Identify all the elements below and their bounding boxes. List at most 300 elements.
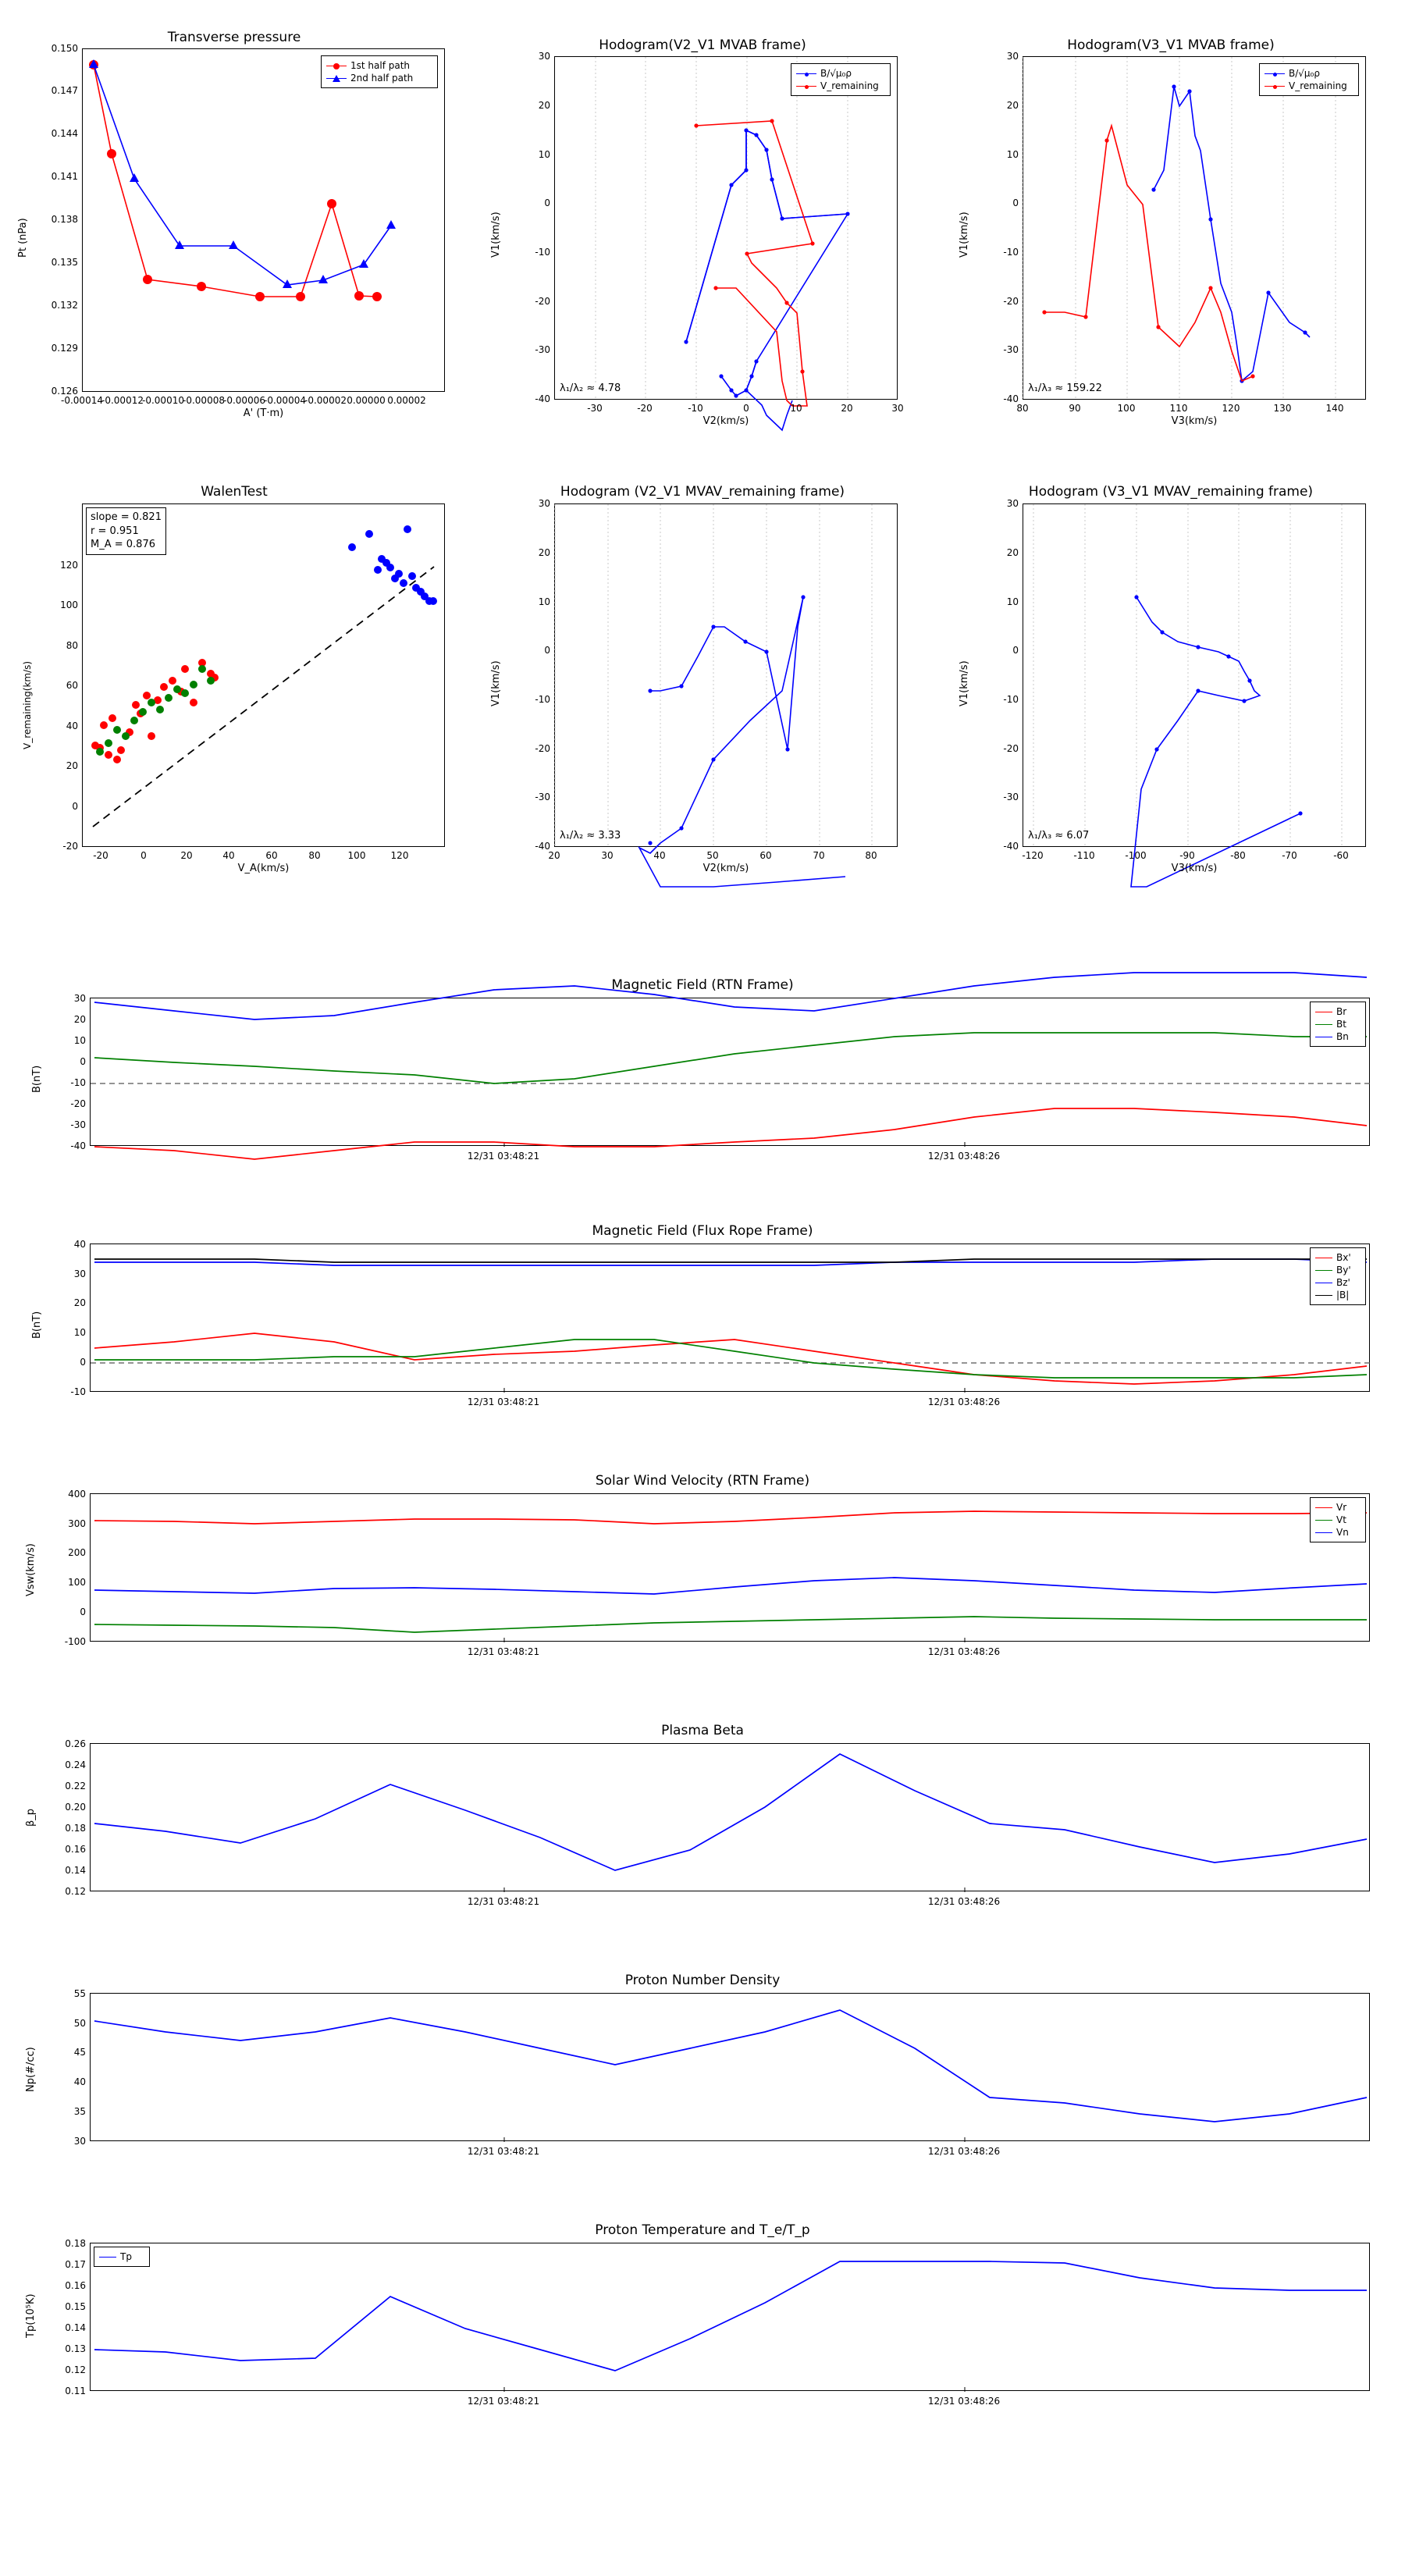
- xtick: 12/31 03:48:26: [927, 1646, 1001, 1657]
- xtick: 12/31 03:48:26: [927, 1896, 1001, 1907]
- plot-area: [90, 1244, 1370, 1392]
- ytick: 0: [80, 1606, 86, 1617]
- stat-r: r = 0.951: [91, 525, 139, 537]
- xtick: 90: [1069, 403, 1081, 414]
- plot-area: [90, 998, 1370, 1146]
- ylabel: Pt (nPa): [17, 218, 29, 258]
- ytick: 120: [60, 560, 78, 571]
- xtick: -60: [1333, 850, 1349, 861]
- plot-area: [554, 56, 898, 400]
- ytick: 40: [73, 1239, 86, 1250]
- ytick: 400: [68, 1489, 86, 1500]
- ytick: 0: [544, 645, 550, 656]
- ylabel: V1(km/s): [959, 212, 970, 258]
- ytick: 0.12: [65, 1886, 86, 1897]
- legend-item-by: [1315, 1264, 1361, 1276]
- ytick: 0.129: [51, 343, 78, 354]
- legend: [791, 63, 891, 96]
- xtick: 12/31 03:48:21: [467, 2396, 540, 2407]
- ytick: 0.13: [65, 2343, 86, 2354]
- ylabel: Vsw(km/s): [25, 1543, 37, 1596]
- ytick: 0.15: [65, 2301, 86, 2312]
- ytick: 80: [66, 640, 78, 651]
- ytick: -40: [70, 1140, 86, 1151]
- series-bt: [94, 1033, 1367, 1083]
- panel-title: Proton Temperature and T_e/T_p: [595, 2222, 810, 2238]
- ytick: 0.135: [51, 257, 78, 268]
- legend-item-1: [326, 72, 432, 84]
- xtick: -20: [637, 403, 653, 414]
- panel-plasma-beta: [0, 1713, 1405, 1920]
- ytick: 200: [68, 1547, 86, 1558]
- legend-label: 2nd half path: [350, 73, 414, 84]
- xtick: 60: [759, 850, 772, 861]
- legend-line-red: [796, 86, 816, 87]
- xtick: -0.00012: [101, 395, 144, 406]
- ylabel: Np(#/cc): [25, 2047, 37, 2092]
- plot-area: [90, 2243, 1370, 2391]
- xlabel: V_A(km/s): [237, 863, 290, 874]
- legend-marker-dot: [1273, 85, 1277, 89]
- xtick: -20: [93, 850, 108, 861]
- ytick: 40: [73, 2076, 86, 2087]
- plot-svg: [83, 49, 446, 393]
- series-vt: [94, 1617, 1367, 1632]
- xtick: 30: [601, 850, 614, 861]
- xtick: -80: [1230, 850, 1246, 861]
- legend-item-br: [1315, 1005, 1361, 1018]
- legend-label: Bx': [1336, 1252, 1351, 1263]
- ytick: 0: [72, 801, 78, 812]
- ylabel: Tp(10⁵K): [25, 2293, 37, 2338]
- plot-svg: [91, 2243, 1371, 2392]
- legend: [1310, 1002, 1366, 1047]
- legend-item-0: [326, 59, 432, 72]
- xtick: -120: [1022, 850, 1044, 861]
- ytick: 0.24: [65, 1759, 86, 1770]
- series-proton-density: [94, 2010, 1367, 2122]
- xtick: 20: [548, 850, 560, 861]
- ytick: 0.141: [51, 171, 78, 182]
- ytick: 0.147: [51, 85, 78, 96]
- xtick: 12/31 03:48:21: [467, 1896, 540, 1907]
- legend: [1310, 1247, 1366, 1305]
- stat-ma: M_A = 0.876: [91, 539, 155, 551]
- legend-label: |B|: [1336, 1290, 1350, 1300]
- plot-svg: [91, 998, 1371, 1147]
- panel-hodogram-v2v1-mvab: [468, 8, 937, 429]
- ytick: -10: [535, 247, 550, 258]
- ytick: -20: [62, 841, 78, 852]
- series-plasma-beta: [94, 1754, 1367, 1870]
- xtick: 0: [743, 403, 749, 414]
- ylabel: V1(km/s): [490, 212, 502, 258]
- legend-item-bmag: [1315, 1289, 1361, 1301]
- panel-title: WalenTest: [201, 484, 268, 500]
- xtick: -0.00008: [183, 395, 225, 406]
- xtick: 0: [140, 850, 147, 861]
- plot-svg: [91, 1994, 1371, 2142]
- panel-solar-wind-velocity: [0, 1464, 1405, 1670]
- xtick: 30: [891, 403, 904, 414]
- panel-walen-test: [0, 461, 468, 882]
- xtick: 110: [1169, 403, 1188, 414]
- ytick: 20: [73, 1014, 86, 1025]
- xtick: -0.00004: [264, 395, 306, 406]
- xlabel: V2(km/s): [702, 415, 749, 427]
- xtick: 140: [1325, 403, 1344, 414]
- ytick: 0.18: [65, 2238, 86, 2249]
- legend-line-blue: [326, 78, 347, 79]
- ylabel: V_remaining(km/s): [22, 660, 33, 749]
- legend-marker-triangle: [333, 75, 340, 82]
- ytick: 0.12: [65, 2364, 86, 2375]
- plot-area: [82, 503, 445, 847]
- ytick: 10: [1006, 596, 1019, 607]
- panel-title: Transverse pressure: [167, 30, 301, 45]
- ytick: 0.16: [65, 1844, 86, 1855]
- ytick: 0.16: [65, 2280, 86, 2291]
- legend-item-bn: [1315, 1030, 1361, 1043]
- xtick: 120: [390, 850, 409, 861]
- xtick: 80: [1016, 403, 1029, 414]
- xlabel: V3(km/s): [1171, 415, 1218, 427]
- legend-label: Bt: [1336, 1019, 1346, 1030]
- ytick: 20: [538, 547, 550, 558]
- eigenvalue-ratio-annotation: λ₁/λ₃ ≈ 159.22: [1028, 382, 1102, 394]
- xtick: -0.00006: [223, 395, 265, 406]
- xtick: 80: [865, 850, 877, 861]
- xlabel: V3(km/s): [1171, 863, 1218, 874]
- ytick: 20: [1006, 547, 1019, 558]
- ytick: -10: [70, 1386, 86, 1397]
- ylabel: V1(km/s): [959, 660, 970, 706]
- panel-title: Magnetic Field (Flux Rope Frame): [592, 1223, 813, 1239]
- xtick: 12/31 03:48:21: [467, 1151, 540, 1162]
- plot-area: [90, 1993, 1370, 2141]
- xtick: 12/31 03:48:26: [927, 2146, 1001, 2157]
- ytick: 30: [73, 1268, 86, 1279]
- panel-proton-number-density: [0, 1963, 1405, 2170]
- ytick: 0.138: [51, 214, 78, 225]
- legend-line-by: [1315, 1270, 1332, 1271]
- legend-item-vn: [1315, 1526, 1361, 1539]
- xtick: -70: [1282, 850, 1297, 861]
- legend: [1310, 1497, 1366, 1542]
- series-v-remaining: [696, 121, 813, 406]
- plot-area: [1023, 503, 1366, 847]
- legend-line-bt: [1315, 1024, 1332, 1025]
- series-proton-temperature: [94, 2261, 1367, 2371]
- plot-area: [90, 1743, 1370, 1891]
- legend-label: B/√μ₀ρ: [820, 68, 852, 79]
- series-br: [94, 1108, 1367, 1159]
- legend: [1259, 63, 1359, 96]
- xtick: -0.00002: [304, 395, 347, 406]
- legend-line-blue: [1264, 73, 1285, 74]
- ytick: 0: [80, 1056, 86, 1067]
- ytick: 0.14: [65, 1865, 86, 1876]
- ytick: 300: [68, 1518, 86, 1529]
- ytick: 0.17: [65, 2259, 86, 2270]
- legend-line-red: [1264, 86, 1285, 87]
- ytick: 0: [1012, 197, 1019, 208]
- eigenvalue-ratio-annotation: λ₁/λ₃ ≈ 6.07: [1028, 830, 1090, 841]
- ytick: 10: [538, 149, 550, 160]
- xtick: 50: [706, 850, 719, 861]
- series-markers: [1134, 595, 1302, 815]
- panel-magnetic-field-rtn: [0, 968, 1405, 1175]
- xtick: 120: [1222, 403, 1240, 414]
- ytick: -30: [535, 344, 550, 355]
- xtick: 0.00000: [347, 395, 386, 406]
- plot-svg: [1023, 57, 1367, 400]
- xtick: -100: [1125, 850, 1147, 861]
- legend-line-vt: [1315, 1520, 1332, 1521]
- series-b-alfven: [686, 130, 848, 430]
- legend-label: Tp: [120, 2251, 132, 2262]
- series-b-alfven-b: [721, 361, 756, 396]
- xtick: 12/31 03:48:26: [927, 1397, 1001, 1407]
- xtick: -0.00014: [61, 395, 103, 406]
- ytick: 40: [66, 720, 78, 731]
- legend-marker-circle: [333, 63, 340, 69]
- legend-line-tp: [99, 2257, 116, 2258]
- ytick: -20: [1003, 743, 1019, 754]
- legend-label: V_remaining: [1289, 80, 1347, 91]
- legend-item-0: [1264, 67, 1353, 80]
- plot-svg: [91, 1244, 1371, 1393]
- legend-line-bmag: [1315, 1295, 1332, 1296]
- xtick: -10: [688, 403, 703, 414]
- ytick: 0: [1012, 645, 1019, 656]
- legend-label: B/√μ₀ρ: [1289, 68, 1320, 79]
- eigenvalue-ratio-annotation: λ₁/λ₂ ≈ 3.33: [560, 830, 621, 841]
- panel-proton-temperature: [0, 2213, 1405, 2432]
- xlabel: A' (T·m): [243, 407, 284, 419]
- panel-title: Plasma Beta: [661, 1723, 744, 1738]
- ytick: 0: [544, 197, 550, 208]
- legend-item-bz: [1315, 1276, 1361, 1289]
- ytick: 0.150: [51, 43, 78, 54]
- plot-area: [90, 1493, 1370, 1642]
- xtick: 0.00002: [387, 395, 426, 406]
- xtick: 12/31 03:48:26: [927, 1151, 1001, 1162]
- xlabel: V2(km/s): [702, 863, 749, 874]
- legend-line-blue: [796, 73, 816, 74]
- plot-area: [82, 48, 445, 392]
- ytick: 100: [68, 1577, 86, 1588]
- ytick: -40: [1003, 393, 1019, 404]
- legend-label: Vt: [1336, 1514, 1346, 1525]
- plot-svg: [83, 504, 446, 848]
- ylabel: β_p: [25, 1808, 37, 1827]
- ytick: 20: [1006, 100, 1019, 111]
- xtick: 100: [347, 850, 366, 861]
- series-red-points: [91, 659, 219, 763]
- ytick: 20: [538, 100, 550, 111]
- panel-title: Magnetic Field (RTN Frame): [611, 977, 794, 993]
- xtick: 40: [653, 850, 666, 861]
- legend-label: Bz': [1336, 1277, 1350, 1288]
- legend-item-bx: [1315, 1251, 1361, 1264]
- ytick: -30: [70, 1119, 86, 1130]
- ytick: 0.20: [65, 1802, 86, 1813]
- legend-marker-dot: [805, 73, 809, 76]
- ytick: -10: [70, 1077, 86, 1088]
- ytick: -40: [535, 841, 550, 852]
- ytick: -30: [1003, 344, 1019, 355]
- series-b-alfven-a: [686, 130, 848, 342]
- ytick: 30: [73, 2136, 86, 2147]
- xtick: 10: [790, 403, 802, 414]
- xtick: 20: [180, 850, 193, 861]
- xtick: 12/31 03:48:26: [927, 2396, 1001, 2407]
- legend-label: Br: [1336, 1006, 1347, 1017]
- ytick: 0.11: [65, 2386, 86, 2396]
- ytick: 10: [73, 1035, 86, 1046]
- legend-label: 1st half path: [350, 60, 411, 71]
- xtick: 80: [308, 850, 321, 861]
- ytick: 0: [80, 1357, 86, 1368]
- ytick: 100: [60, 600, 78, 610]
- legend-item-vr: [1315, 1501, 1361, 1514]
- panel-hodogram-v3v1-mvav: [937, 461, 1405, 882]
- plot-area: [1023, 56, 1366, 400]
- xtick: 20: [841, 403, 853, 414]
- ytick: 30: [73, 993, 86, 1004]
- stat-slope: slope = 0.821: [91, 511, 162, 523]
- plot-svg: [555, 57, 898, 400]
- ytick: -100: [64, 1636, 86, 1647]
- legend-line-vr: [1315, 1507, 1332, 1508]
- xtick: 12/31 03:48:21: [467, 1397, 540, 1407]
- series-blue-points: [348, 525, 437, 605]
- ytick: 0.126: [51, 386, 78, 397]
- series-b-markers: [1151, 84, 1307, 382]
- series-2nd-half-markers: [89, 59, 396, 288]
- series-vn: [94, 1578, 1367, 1594]
- series-trajectory: [639, 597, 845, 887]
- plot-svg: [91, 1494, 1371, 1642]
- ytick: -10: [1003, 247, 1019, 258]
- ytick: -20: [70, 1098, 86, 1109]
- xtick: -110: [1073, 850, 1095, 861]
- series-vr: [94, 1511, 1367, 1524]
- legend-marker-dot: [1273, 73, 1277, 76]
- xtick: 70: [813, 850, 825, 861]
- ytick: -30: [535, 792, 550, 802]
- legend-label: By': [1336, 1265, 1351, 1276]
- walen-stats-box: [86, 507, 166, 555]
- panel-magnetic-field-flux-rope: [0, 1214, 1405, 1421]
- ytick: 20: [73, 1297, 86, 1308]
- legend-item-0: [796, 67, 885, 80]
- legend-label: Vr: [1336, 1502, 1347, 1513]
- ytick: -10: [1003, 694, 1019, 705]
- xtick: 130: [1273, 403, 1292, 414]
- ylabel: V1(km/s): [490, 660, 502, 706]
- ytick: 30: [538, 51, 550, 62]
- legend-marker-dot: [805, 85, 809, 89]
- legend-item-vt: [1315, 1514, 1361, 1526]
- ytick: 45: [73, 2047, 86, 2058]
- xtick: 12/31 03:48:21: [467, 2146, 540, 2157]
- panel-title: Hodogram(V2_V1 MVAB frame): [599, 37, 806, 53]
- eigenvalue-ratio-annotation: λ₁/λ₂ ≈ 4.78: [560, 382, 621, 394]
- legend-label: Bn: [1336, 1031, 1349, 1042]
- ytick: -40: [1003, 841, 1019, 852]
- ytick: 10: [1006, 149, 1019, 160]
- legend: [94, 2247, 150, 2267]
- ytick: 0.14: [65, 2322, 86, 2333]
- legend-line-vn: [1315, 1532, 1332, 1533]
- plot-area: [554, 503, 898, 847]
- ytick: 0.26: [65, 1738, 86, 1749]
- panel-title: Hodogram (V3_V1 MVAV_remaining frame): [1028, 484, 1314, 500]
- panel-hodogram-v2v1-mvav: [468, 461, 937, 882]
- ytick: -20: [535, 296, 550, 307]
- ytick: -10: [535, 694, 550, 705]
- ytick: 0.132: [51, 300, 78, 311]
- plot-svg: [1023, 504, 1367, 848]
- ytick: -30: [1003, 792, 1019, 802]
- xtick: -30: [587, 403, 603, 414]
- xtick: -0.00010: [142, 395, 184, 406]
- ytick: 20: [66, 760, 78, 771]
- ytick: 30: [538, 498, 550, 509]
- panel-title: Hodogram(V3_V1 MVAB frame): [1067, 37, 1275, 53]
- legend-item-1: [796, 80, 885, 92]
- panel-hodogram-v3v1-mvab: [937, 8, 1405, 429]
- legend-item-tp: [99, 2250, 144, 2263]
- xtick: 60: [265, 850, 278, 861]
- ytick: -20: [535, 743, 550, 754]
- ytick: 50: [73, 2018, 86, 2029]
- series-green-points: [96, 665, 215, 756]
- ylabel: B(nT): [31, 1311, 43, 1339]
- panel-title: Proton Number Density: [624, 1973, 781, 1988]
- ytick: 10: [538, 596, 550, 607]
- legend: [321, 55, 438, 88]
- xtick: 100: [1117, 403, 1136, 414]
- ytick: -20: [1003, 296, 1019, 307]
- ytick: 10: [73, 1327, 86, 1338]
- ytick: 60: [66, 680, 78, 691]
- panel-title: Solar Wind Velocity (RTN Frame): [595, 1473, 810, 1489]
- xtick: 40: [222, 850, 235, 861]
- plot-svg: [555, 504, 898, 848]
- ytick: -40: [535, 393, 550, 404]
- ytick: 0.144: [51, 128, 78, 139]
- series-by: [94, 1340, 1367, 1378]
- xtick: -90: [1179, 850, 1195, 861]
- legend-item-bt: [1315, 1018, 1361, 1030]
- series-v-markers: [1042, 138, 1254, 378]
- panel-transverse-pressure: [0, 0, 468, 422]
- ytick: 30: [1006, 498, 1019, 509]
- legend-item-1: [1264, 80, 1353, 92]
- panel-title: Hodogram (V2_V1 MVAV_remaining frame): [560, 484, 845, 500]
- series-trajectory: [1131, 597, 1300, 887]
- legend-label: V_remaining: [820, 80, 879, 91]
- ytick: 55: [73, 1988, 86, 1999]
- ytick: 0.22: [65, 1781, 86, 1791]
- legend-label: Vn: [1336, 1527, 1349, 1538]
- ytick: 35: [73, 2106, 86, 2117]
- ylabel: B(nT): [31, 1065, 43, 1093]
- ytick: 30: [1006, 51, 1019, 62]
